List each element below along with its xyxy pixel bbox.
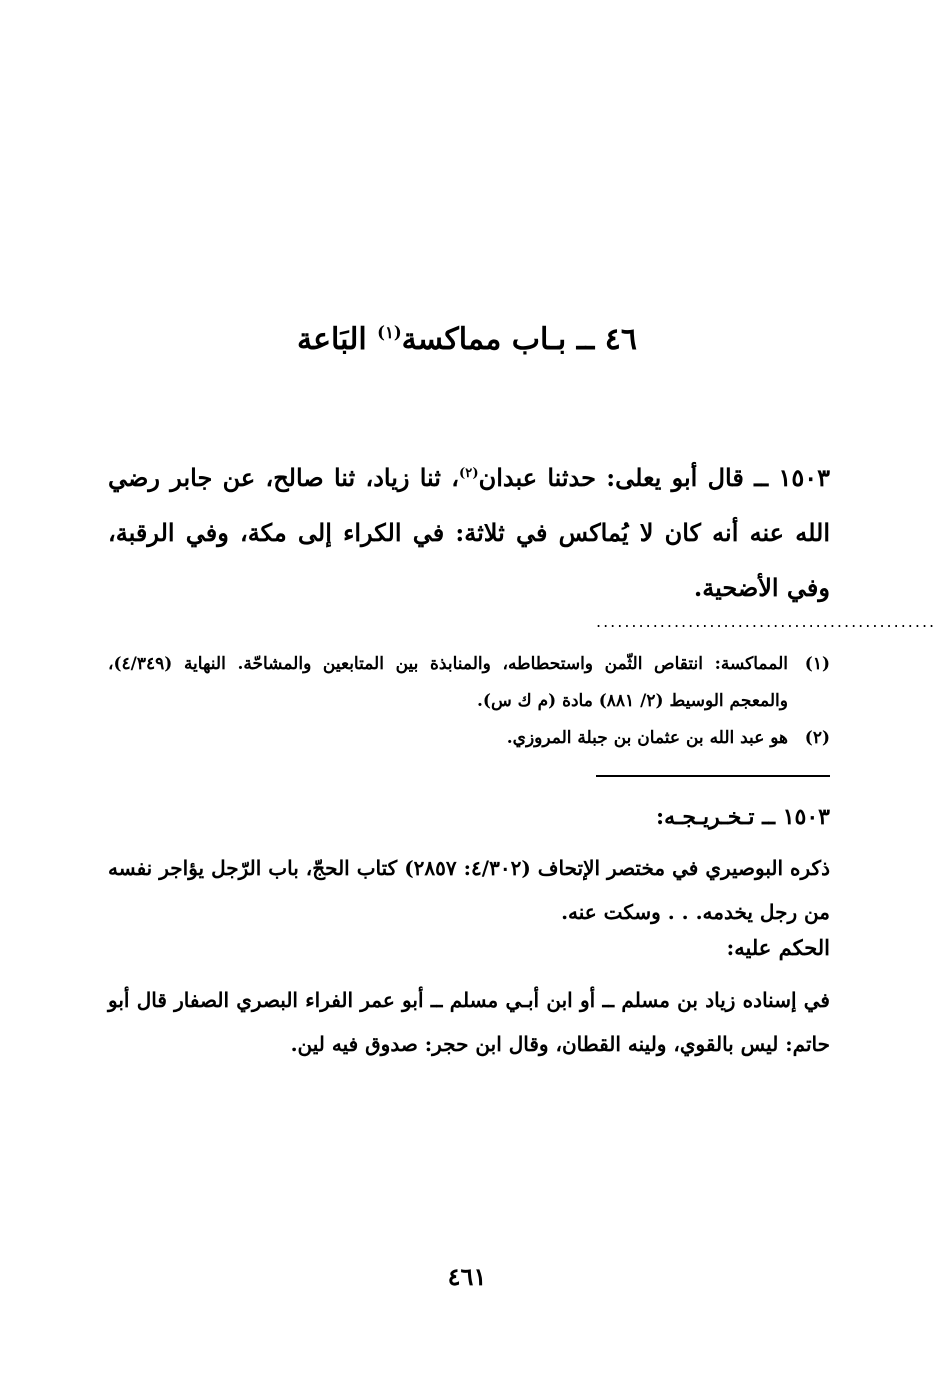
footnote-separator-dots: ................................................	[596, 612, 936, 631]
section-divider	[596, 775, 830, 777]
footnotes	[108, 646, 830, 757]
footnote-2	[108, 720, 830, 757]
chapter-title-text: ٤٦ ــ بـاب مماكسة	[401, 322, 637, 357]
footnote-1-text: المماكسة: انتقاص الثّمن واستحطاطه، والمنابذة بين المتابعين والمشاحّة. النهاية (٤/٣٤٩)، والمعجم الوسيط (٢/ ٨٨١) مادة (م ك س).	[108, 654, 788, 711]
hadith-footnote-marker: (٢)	[459, 466, 479, 481]
takhrij-heading: ١٥٠٣ ــ تـخـريـجـه:	[656, 804, 830, 830]
footnote-1-number: (١)	[804, 654, 830, 674]
footnote-2-text: هو عبد الله بن عثمان بن جبلة المروزي.	[506, 728, 788, 748]
footnote-1	[108, 646, 830, 720]
page-number: ٤٦١	[447, 1262, 487, 1291]
takhrij-body: ذكره البوصيري في مختصر الإتحاف (٤/٣٠٢: ٢٨٥٧) كتاب الحجّ، باب الرّجل يؤاجر نفسه من رجل يخدمه. . . وسكت عنه.	[108, 856, 830, 924]
hukm-heading: الحكم عليه:	[726, 935, 830, 960]
chapter-title-suffix: البَاعة	[297, 322, 378, 357]
footnote-2-number: (٢)	[804, 728, 830, 748]
chapter-title	[0, 322, 934, 358]
hadith-text-start: ١٥٠٣ ــ قال أبو يعلى: حدثنا عبدان	[478, 463, 830, 492]
hadith-paragraph	[108, 450, 830, 615]
hadith-text-end: ، ثنا زياد، ثنا صالح، عن جابر رضي الله عنه أنه كان لا يُماكس في ثلاثة: في الكراء إلى مكة، وفي الرقبة، وفي الأضحية.	[108, 463, 830, 602]
hukm-body: في إسناده زياد بن مسلم ــ أو ابن أبـي مسلم ــ أبو عمر الفراء البصري الصفار قال أبو حاتم: ليس بالقوي، ولينه القطان، وقال ابن حجر: صدوق فيه لين.	[108, 988, 830, 1056]
chapter-footnote-marker: (١)	[377, 323, 402, 342]
